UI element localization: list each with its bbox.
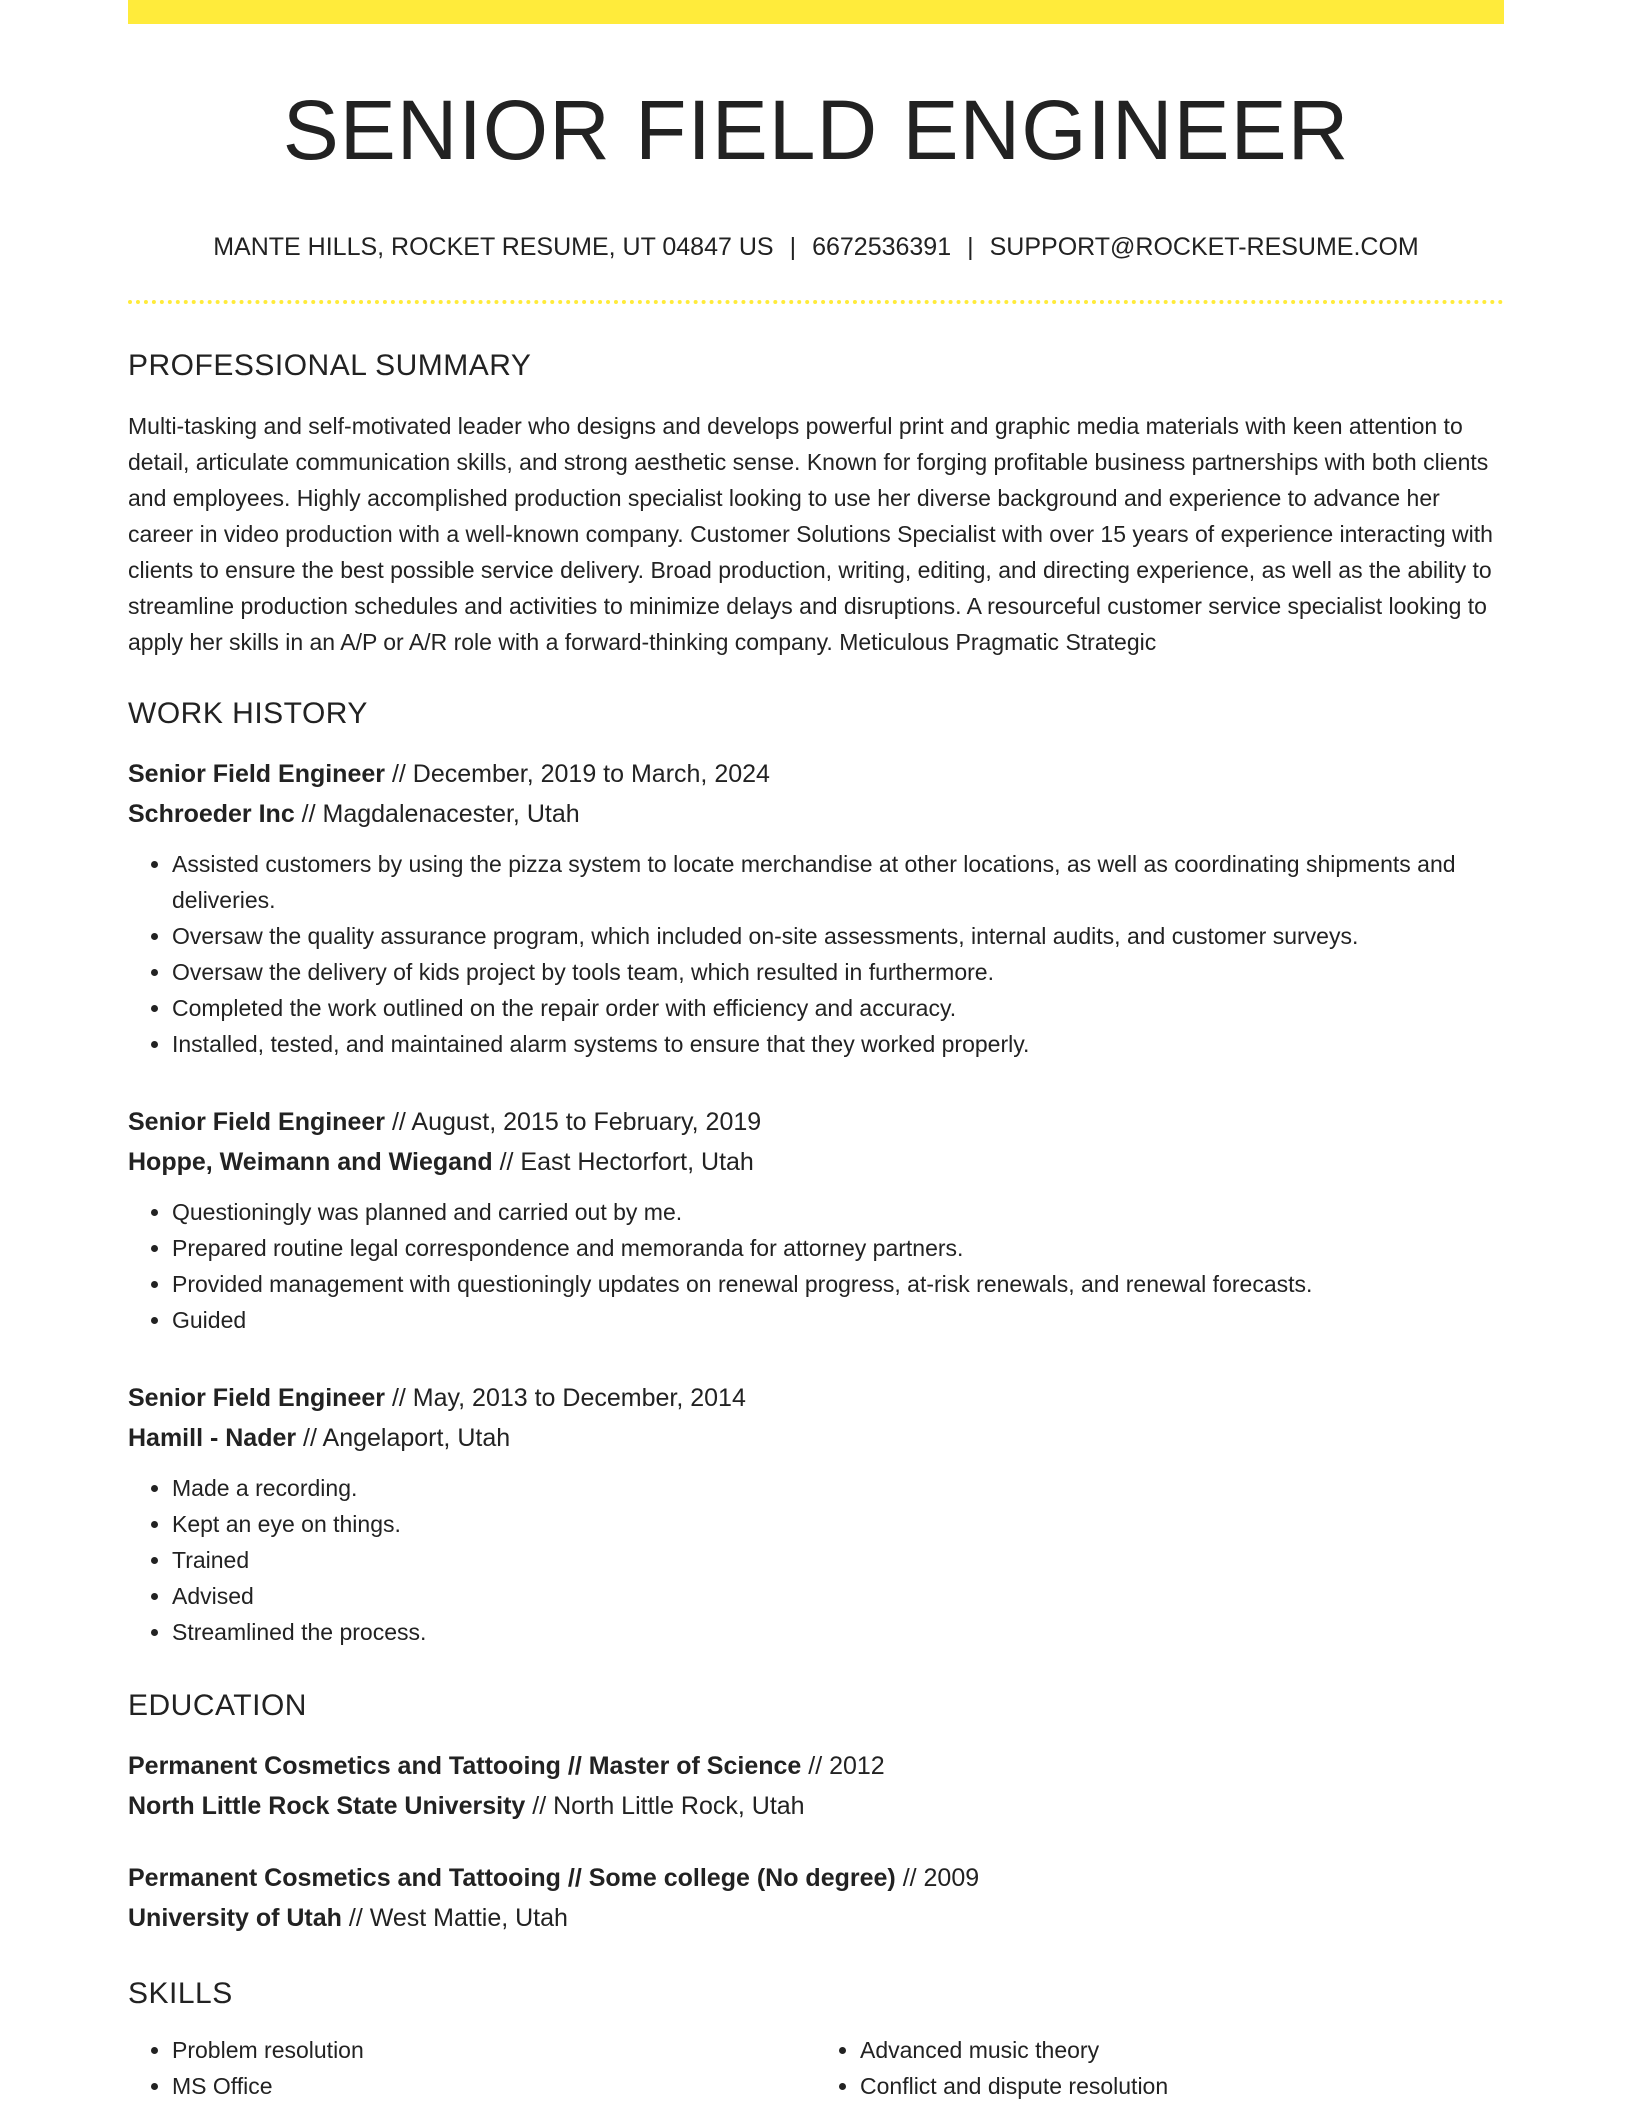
job-location: // East Hectorfort, Utah [492,1148,754,1177]
job-bullet: • Questioningly was planned and carried out by me. [172,1194,1504,1230]
education-location: // West Mattie, Utah [341,1904,568,1933]
job-title: Senior Field Engineer [128,1108,385,1137]
job-entry [128,754,1504,1062]
job-bullet: • Kept an eye on things. [172,1506,1504,1542]
job-location: // Magdalenacester, Utah [294,800,580,829]
job-bullet: • Prepared routine legal correspondence and memoranda for attorney partners. [172,1230,1504,1266]
contact-separator: | [789,233,797,262]
job-location: // Angelaport, Utah [296,1424,511,1453]
job-company-line [128,1142,1504,1182]
job-bullet: • Installed, tested, and maintained alarm systems to ensure that they worked properly. [172,1026,1504,1062]
skill-item: • Advanced music theory [860,2032,1504,2068]
job-dates: // May, 2013 to December, 2014 [385,1384,746,1413]
job-title-line [128,754,1504,794]
job-bullet: • Assisted customers by using the pizza system to locate merchandise at other locations, as well as coordinating shipments and deliveries. [172,846,1504,918]
skill-item: • MS Office [172,2068,816,2104]
job-bullet: • Streamlined the process. [172,1614,1504,1650]
job-title: Senior Field Engineer [128,760,385,789]
job-bullet: • Advised [172,1578,1504,1614]
job-bullet: • Completed the work outlined on the repair order with efficiency and accuracy. [172,990,1504,1026]
job-entry [128,1102,1504,1338]
contact-email: SUPPORT@ROCKET-RESUME.COM [989,233,1419,262]
job-title: Senior Field Engineer [128,1384,385,1413]
job-dates: // December, 2019 to March, 2024 [385,760,770,789]
skills-list [128,2032,1504,2104]
job-bullets [128,1194,1504,1338]
education-heading: EDUCATION [128,1689,307,1723]
education-location: // North Little Rock, Utah [525,1792,805,1821]
education-school: University of Utah [128,1904,342,1933]
education-year: // 2012 [801,1752,885,1781]
summary-text: Multi-tasking and self-motivated leader who designs and develops powerful print and graphic media materials with keen attention to detail, articulate communication skills, and strong aesthetic sense. Known for forging profitable business partnerships with both clients and employees. Highly accomplished production specialist looking to use her diverse background and experience to advance her career in video production with a well-known company. Customer Solutions Specialist with over 15 years of experience interacting with clients to ensure the best possible service delivery. Broad production, writing, editing, and directing experience, as well as the ability to streamline production schedules and activities to minimize delays and disruptions. A resourceful customer service specialist looking to apply her skills in an A/P or A/R role with a forward-thinking company. Meticulous Pragmatic Strategic [128,413,1493,656]
job-bullets [128,1470,1504,1650]
job-bullet: • Oversaw the quality assurance program, which included on-site assessments, internal audits, and customer surveys. [172,918,1504,954]
job-title-line [128,1102,1504,1142]
skills-heading: SKILLS [128,1977,233,2011]
job-bullets [128,846,1504,1062]
job-company-line [128,1418,1504,1458]
job-company: Hoppe, Weimann and Wiegand [128,1148,493,1177]
dotted-divider [128,300,1504,304]
contact-separator: | [967,233,974,262]
job-company: Hamill - Nader [128,1424,297,1453]
education-degree-line [128,1858,1504,1898]
resume-page [128,0,1504,2104]
education-school-line [128,1898,1504,1938]
job-dates: // August, 2015 to February, 2019 [385,1108,762,1137]
job-bullet: • Oversaw the delivery of kids project by tools team, which resulted in furthermore. [172,954,1504,990]
job-company-line [128,794,1504,834]
contact-line [128,232,1504,262]
job-bullet: • Trained [172,1542,1504,1578]
education-degree: Permanent Cosmetics and Tattooing // Master of Science [128,1752,802,1781]
contact-phone: 6672536391 [812,233,952,262]
work-history-heading: WORK HISTORY [128,697,368,731]
job-bullet: • Made a recording. [172,1470,1504,1506]
resume-title: SENIOR FIELD ENGINEER [282,83,1350,177]
education-school: North Little Rock State University [128,1792,526,1821]
education-year: // 2009 [895,1864,980,1893]
contact-address: MANTE HILLS, ROCKET RESUME, UT 04847 US [213,233,774,262]
education-degree-line [128,1746,1504,1786]
job-entry [128,1378,1504,1650]
job-bullet: • Guided [172,1302,1504,1338]
education-school-line [128,1786,1504,1826]
skill-item: • Problem resolution [172,2032,816,2068]
skills-column-right [816,2032,1504,2104]
skills-column-left [128,2032,816,2104]
job-company: Schroeder Inc [128,800,295,829]
job-bullet: • Provided management with questioningly updates on renewal progress, at-risk renewals, and renewal forecasts. [172,1266,1504,1302]
skill-item: • Conflict and dispute resolution [860,2068,1504,2104]
education-entry [128,1858,1504,1938]
job-title-line [128,1378,1504,1418]
education-entry [128,1746,1504,1826]
education-degree: Permanent Cosmetics and Tattooing // Some college (No degree) [128,1864,896,1893]
summary-heading: PROFESSIONAL SUMMARY [128,349,532,383]
accent-top-bar [128,0,1504,24]
